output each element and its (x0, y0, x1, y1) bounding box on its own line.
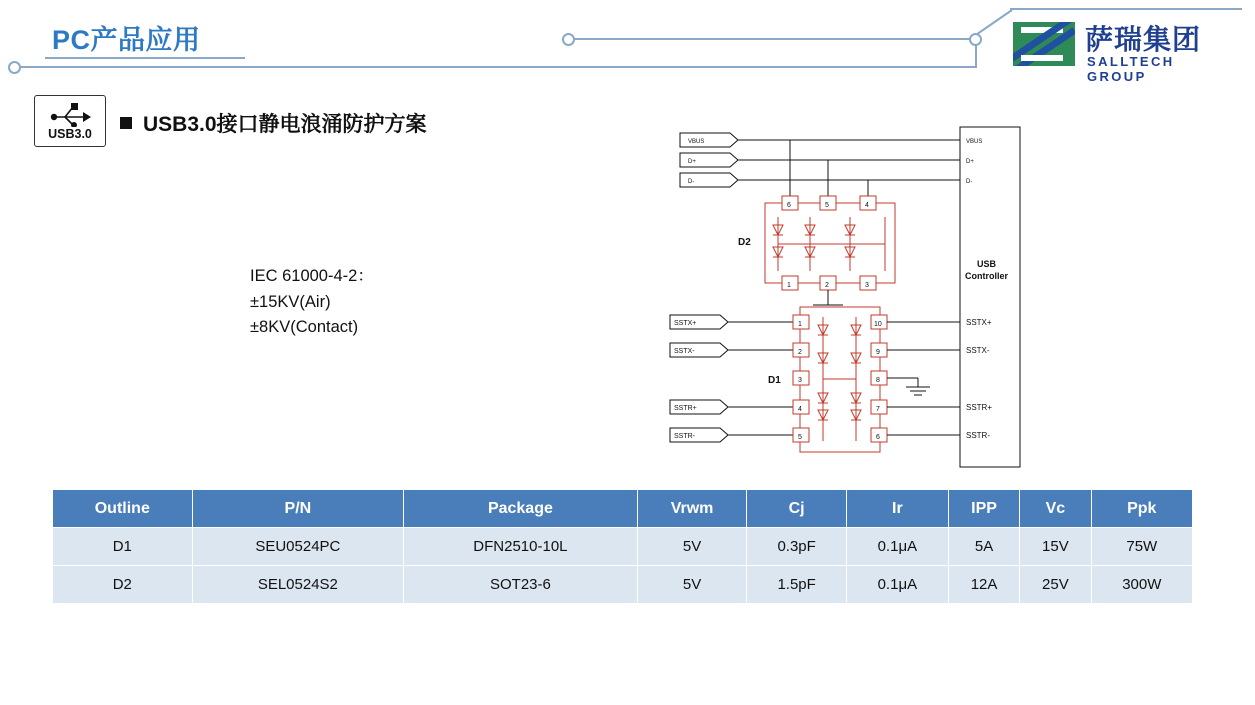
cell-outline: D1 (53, 528, 193, 566)
label-usb-controller-2: Controller (965, 271, 1009, 281)
col-pn: P/N (192, 490, 404, 528)
label-ctrl-vbus: VBUS (966, 139, 983, 145)
cell-ipp: 12A (948, 566, 1019, 604)
d2-pin-4: 4 (865, 202, 869, 209)
label-ctrl-sstrp: SSTR+ (966, 403, 993, 412)
cell-ir: 0.1μA (846, 566, 948, 604)
col-cj: Cj (747, 490, 846, 528)
col-vrwm: Vrwm (637, 490, 747, 528)
label-ctrl-sstxp: SSTX+ (966, 318, 992, 327)
cell-cj: 1.5pF (747, 566, 846, 604)
label-port-sstrm: SSTR- (674, 433, 695, 440)
cell-vrwm: 5V (637, 566, 747, 604)
square-bullet-icon (120, 117, 132, 129)
logo-name-cn: 萨瑞集团 (1085, 24, 1202, 55)
label-port-sstrp: SSTR+ (674, 405, 697, 412)
col-package: Package (404, 490, 638, 528)
label-port-sstxp: SSTX+ (674, 320, 697, 327)
d1-pin-4: 4 (798, 406, 802, 413)
d2-pin-2: 2 (825, 282, 829, 289)
label-port-dplus: D+ (688, 159, 696, 165)
title-underline (45, 57, 245, 59)
cell-pn: SEL0524S2 (192, 566, 404, 604)
label-port-dminus: D- (688, 179, 695, 185)
d1-pin-8: 8 (876, 377, 880, 384)
d1-pin-5: 5 (798, 434, 802, 441)
d2-pin-3: 3 (865, 282, 869, 289)
d1-pin-7: 7 (876, 406, 880, 413)
company-logo (1013, 18, 1240, 84)
col-outline: Outline (53, 490, 193, 528)
usb-badge-label: USB3.0 (48, 127, 92, 141)
cell-outline: D2 (53, 566, 193, 604)
header-connector-line-lower (16, 66, 976, 68)
usb-icon (49, 101, 93, 127)
col-ipp: IPP (948, 490, 1019, 528)
d2-pin-1: 1 (787, 282, 791, 289)
d1-pin-3: 3 (798, 377, 802, 384)
usb-badge (34, 95, 106, 147)
d1-pin-2: 2 (798, 349, 802, 356)
d2-pin-5: 5 (825, 202, 829, 209)
label-usb-controller-1: USB (977, 259, 997, 269)
protection-circuit-schematic (660, 125, 1060, 475)
connector-dot-middle (562, 33, 575, 46)
label-ctrl-dplus: D+ (966, 159, 974, 165)
cell-vc: 25V (1020, 566, 1091, 604)
spec-line-air: ±15KV(Air) (250, 292, 331, 311)
spec-text-block (250, 264, 374, 341)
d2-pin-6: 6 (787, 202, 791, 209)
page-title: PC产品应用 (52, 25, 201, 55)
cell-vrwm: 5V (637, 528, 747, 566)
d1-pin-6: 6 (876, 434, 880, 441)
header-connector-line-upper (568, 38, 977, 40)
label-ctrl-sstrm: SSTR- (966, 431, 990, 440)
label-device-d2: D2 (738, 237, 751, 248)
d1-pin-9: 9 (876, 349, 880, 356)
header-connector-line-top (1010, 8, 1242, 10)
table-row (53, 566, 1193, 604)
cell-cj: 0.3pF (747, 528, 846, 566)
label-ctrl-dminus: D- (966, 179, 973, 185)
label-port-vbus: VBUS (688, 139, 705, 145)
spec-line-contact: ±8KV(Contact) (250, 318, 359, 337)
cell-pn: SEU0524PC (192, 528, 404, 566)
section-heading (120, 108, 427, 138)
cell-ir: 0.1μA (846, 528, 948, 566)
section-heading-text: USB3.0接口静电浪涌防护方案 (143, 113, 427, 136)
logo-name-en: SALLTECH GROUP (1087, 54, 1175, 84)
parameter-table (52, 489, 1193, 604)
table-header-row (53, 490, 1193, 528)
cell-vc: 15V (1020, 528, 1091, 566)
cell-package: DFN2510-10L (404, 528, 638, 566)
cell-package: SOT23-6 (404, 566, 638, 604)
logo-mark-icon (1013, 22, 1075, 66)
cell-ipp: 5A (948, 528, 1019, 566)
cell-ppk: 75W (1091, 528, 1192, 566)
table-row (53, 528, 1193, 566)
col-ir: Ir (846, 490, 948, 528)
label-port-sstxm: SSTX- (674, 348, 695, 355)
spec-line-standard: IEC 61000-4-2： (250, 267, 374, 285)
label-ctrl-sstxm: SSTX- (966, 346, 990, 355)
d1-pin-1: 1 (798, 321, 802, 328)
connector-dot-left (8, 61, 21, 74)
cell-ppk: 300W (1091, 566, 1192, 604)
col-vc: Vc (1020, 490, 1091, 528)
d1-pin-10: 10 (874, 321, 882, 328)
label-device-d1: D1 (768, 375, 781, 386)
col-ppk: Ppk (1091, 490, 1192, 528)
connector-dot-right (969, 33, 982, 46)
